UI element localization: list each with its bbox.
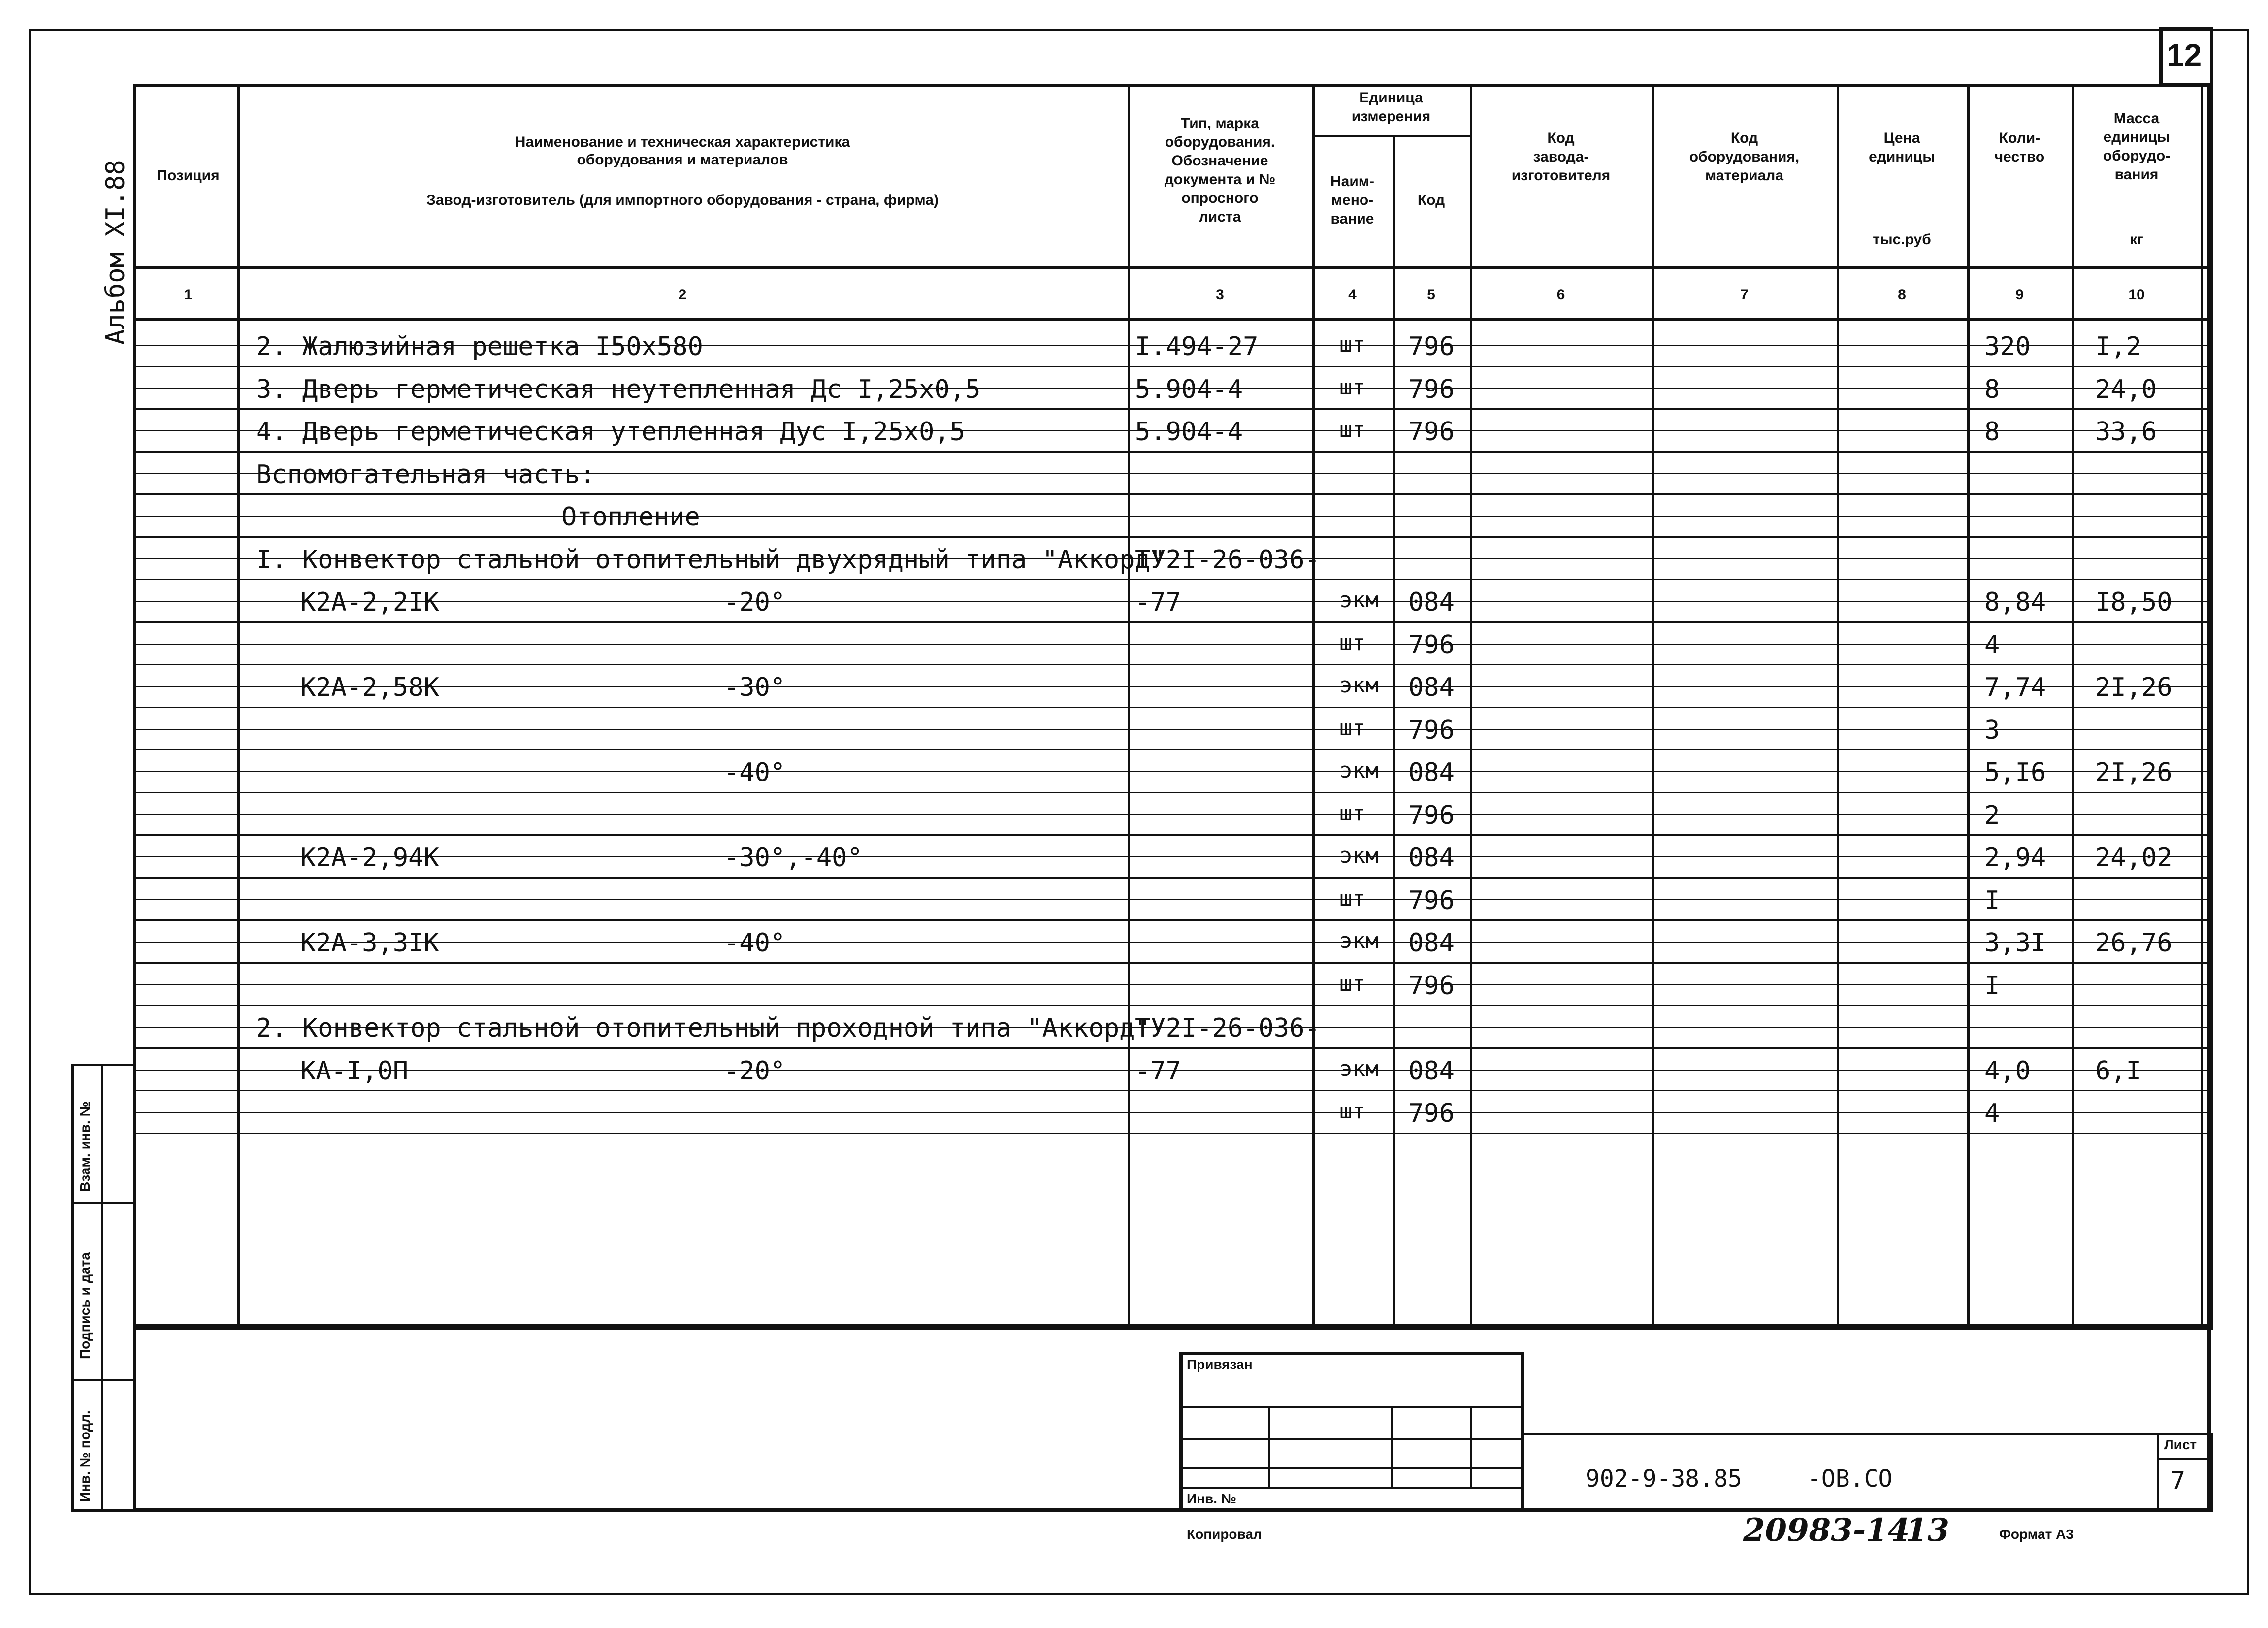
row-code: 796 <box>1408 971 1455 1001</box>
row-name: 3. Дверь герметическая неутепленная Дс I,25x0,5 <box>256 374 981 404</box>
row-mass: 2I,26 <box>2095 673 2172 702</box>
row-unit: экм <box>1339 1056 1379 1081</box>
row-unit: шт <box>1339 1099 1365 1124</box>
row-unit: шт <box>1339 374 1365 400</box>
row-doc: I.494-27 <box>1135 332 1259 361</box>
row-unit: шт <box>1339 417 1365 442</box>
row-qty: 2 <box>1984 800 2000 830</box>
doc-code: 902-9-38.85 <box>1586 1465 1742 1493</box>
row-code: 084 <box>1408 673 1455 702</box>
row-mass: I8,50 <box>2095 587 2172 617</box>
row-qty: 5,I6 <box>1984 758 2046 787</box>
header-type-doc: Тип, марка оборудования. Обозначение документа и № опросного листа <box>1164 115 1276 225</box>
stamp-vzam-inv: Взам. инв. № <box>77 1101 93 1192</box>
row-unit: шт <box>1339 332 1365 357</box>
row-unit: шт <box>1339 971 1365 996</box>
row-doc: ТУ2I-26-036- <box>1135 1013 1320 1043</box>
colnum-9: 9 <box>2015 287 2024 303</box>
row-name: 4. Дверь герметическая утепленная Дус I,25x0,5 <box>256 417 966 447</box>
row-doc: ТУ2I-26-036- <box>1135 545 1320 575</box>
row-code: 796 <box>1408 417 1455 447</box>
format-label: Формат A3 <box>1999 1527 2074 1542</box>
row-mass: 26,76 <box>2095 928 2172 958</box>
row-unit: шт <box>1339 715 1365 741</box>
row-name: Вспомогательная часть: <box>256 459 595 489</box>
row-mass: 6,I <box>2095 1056 2141 1086</box>
handwritten-number: 20983-14 <box>1743 1512 1910 1549</box>
header-price-unit: тыс.руб <box>1873 231 1931 248</box>
row-code: 084 <box>1408 587 1455 617</box>
row-name: К2А-3,3IК <box>300 928 439 958</box>
row-qty: I <box>1984 971 2000 1001</box>
row-qty: 320 <box>1984 332 2031 361</box>
header-unit-group: Единица измерения <box>1351 90 1431 125</box>
row-qty: I <box>1984 885 2000 915</box>
row-code: 084 <box>1408 843 1455 873</box>
row-unit: экм <box>1339 928 1379 953</box>
colnum-10: 10 <box>2128 287 2145 303</box>
row-name: К2А-2,2IК <box>300 587 439 617</box>
row-qty: 8 <box>1984 417 2000 447</box>
row-temp: -40° <box>724 928 786 958</box>
header-mass: Масса единицы оборудо- вания <box>2103 110 2171 183</box>
row-doc: 5.904-4 <box>1135 374 1243 404</box>
row-code: 796 <box>1408 800 1455 830</box>
row-name: К2А-2,58К <box>300 673 439 702</box>
row-code: 796 <box>1408 715 1455 745</box>
row-unit: экм <box>1339 758 1379 783</box>
row-qty: 4,0 <box>1984 1056 2031 1086</box>
colnum-3: 3 <box>1216 287 1224 303</box>
kopiroval-label: Копировал <box>1187 1527 1262 1542</box>
row-mass: 24,02 <box>2095 843 2172 873</box>
colnum-5: 5 <box>1427 287 1435 303</box>
header-price: Цена единицы <box>1869 130 1935 165</box>
colnum-2: 2 <box>678 287 687 303</box>
row-qty: 3 <box>1984 715 2000 745</box>
row-mass: I,2 <box>2095 332 2141 361</box>
privyazan-label: Привязан <box>1187 1357 1253 1372</box>
row-code: 796 <box>1408 885 1455 915</box>
header-name-line2: оборудования и материалов <box>577 152 788 168</box>
inv-no-label: Инв. № <box>1187 1491 1237 1506</box>
album-label: Альбом XI.88 <box>101 160 130 345</box>
header-position: Позиция <box>157 167 220 184</box>
row-name: 2. Жалюзийная решетка I50x580 <box>256 332 703 361</box>
header-name-line3: Завод-изготовитель (для импортного оборудования - страна, фирма) <box>426 192 939 208</box>
row-unit: экм <box>1339 587 1379 613</box>
row-code: 796 <box>1408 1099 1455 1128</box>
colnum-8: 8 <box>1898 287 1906 303</box>
row-qty: 7,74 <box>1984 673 2046 702</box>
stamp-podpis-data: Подпись и дата <box>77 1252 93 1359</box>
row-name: I. Конвектор стальной отопительный двухрядный типа "Аккорд" <box>256 545 1166 575</box>
header-unit-code: Код <box>1417 192 1445 208</box>
colnum-1: 1 <box>184 287 193 303</box>
row-doc: -77 <box>1135 587 1181 617</box>
row-code: 796 <box>1408 630 1455 660</box>
spec-table <box>133 84 2213 1327</box>
header-mass-unit: кг <box>2130 231 2143 248</box>
row-qty: 4 <box>1984 1099 2000 1128</box>
handwritten-page: 13 <box>1906 1512 1950 1549</box>
row-code: 084 <box>1408 758 1455 787</box>
row-code: 796 <box>1408 374 1455 404</box>
row-code: 084 <box>1408 1056 1455 1086</box>
row-doc: -77 <box>1135 1056 1181 1086</box>
row-qty: 8,84 <box>1984 587 2046 617</box>
row-unit: шт <box>1339 800 1365 826</box>
row-unit: шт <box>1339 885 1365 911</box>
header-name-line1: Наименование и техническая характеристика <box>515 134 850 150</box>
row-mass: 2I,26 <box>2095 758 2172 787</box>
row-mass: 33,6 <box>2095 417 2157 447</box>
row-name: К2А-2,94К <box>300 843 439 873</box>
row-temp: -40° <box>724 758 786 787</box>
row-qty: 4 <box>1984 630 2000 660</box>
header-quantity: Коли- чество <box>1994 130 2045 165</box>
row-qty: 2,94 <box>1984 843 2046 873</box>
row-name: Отопление <box>561 502 700 532</box>
sheet-value: 7 <box>2171 1466 2186 1495</box>
row-name: 2. Конвектор стальной отопительный проходной типа "Аккорд" <box>256 1013 1150 1043</box>
row-unit: экм <box>1339 843 1379 868</box>
stamp-inv-podl: Инв. № подл. <box>77 1410 93 1502</box>
row-temp: -30°,-40° <box>724 843 863 873</box>
row-temp: -30° <box>724 673 786 702</box>
colnum-4: 4 <box>1348 287 1357 303</box>
row-temp: -20° <box>724 1056 786 1086</box>
row-code: 796 <box>1408 332 1455 361</box>
row-mass: 24,0 <box>2095 374 2157 404</box>
row-unit: шт <box>1339 630 1365 655</box>
row-qty: 3,3I <box>1984 928 2046 958</box>
row-code: 084 <box>1408 928 1455 958</box>
row-name: КА-I,0П <box>300 1056 409 1086</box>
row-temp: -20° <box>724 587 786 617</box>
header-equipment-code: Код оборудования, материала <box>1689 130 1800 184</box>
header-unit-name: Наим- мено- вание <box>1330 173 1374 227</box>
sheet-number-top: 12 <box>2167 37 2202 73</box>
row-qty: 8 <box>1984 374 2000 404</box>
row-unit: экм <box>1339 673 1379 698</box>
header-factory-code: Код завода- изготовителя <box>1511 130 1611 184</box>
sheet-label: Лист <box>2164 1437 2197 1452</box>
row-doc: 5.904-4 <box>1135 417 1243 447</box>
colnum-6: 6 <box>1556 287 1565 303</box>
doc-suffix: -ОВ.СО <box>1807 1465 1893 1493</box>
colnum-7: 7 <box>1740 287 1749 303</box>
